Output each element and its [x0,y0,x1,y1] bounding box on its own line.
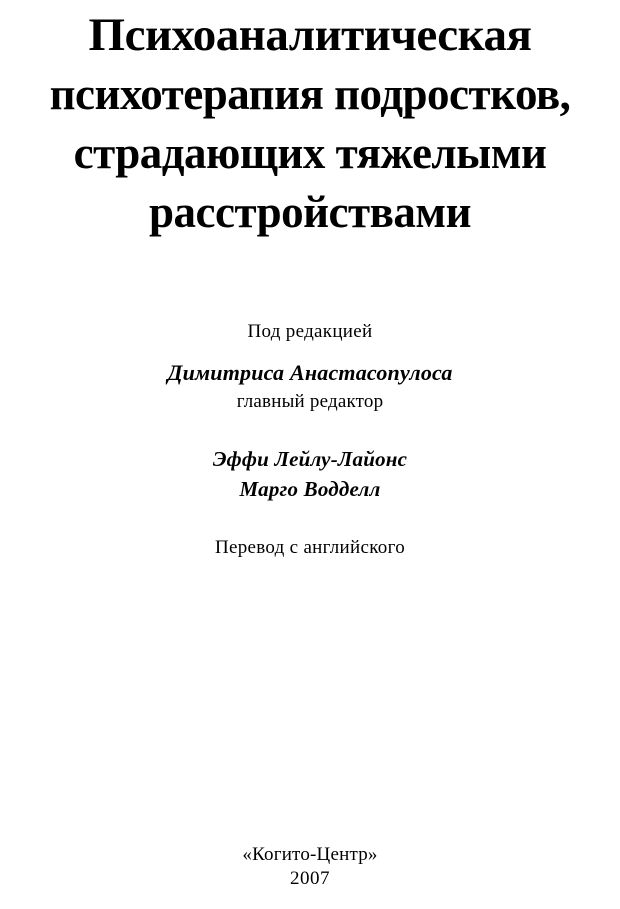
book-title [0,6,620,242]
book-title-line-3: страдающих тяжелыми [73,128,547,178]
publisher-name: «Когито-Центр» [242,844,378,865]
book-title-line-2: психотерапия подростков, [49,69,571,119]
credits-block [0,320,620,560]
co-editor-name-1: Эффи Лейлу-Лайонс [212,447,408,471]
translation-note: Перевод с английского [214,537,406,558]
publication-year: 2007 [290,868,330,889]
book-title-line-4: расстройствами [148,187,472,237]
main-editor-role: главный редактор [236,391,384,412]
editor-label: Под редакцией [247,321,373,342]
book-title-line-1: Психоаналитическая [88,9,532,61]
imprint-block [0,843,620,891]
main-editor-name: Димитриса Анастасопулоса [167,360,453,385]
co-editor-name-2: Марго Водделл [239,477,381,501]
